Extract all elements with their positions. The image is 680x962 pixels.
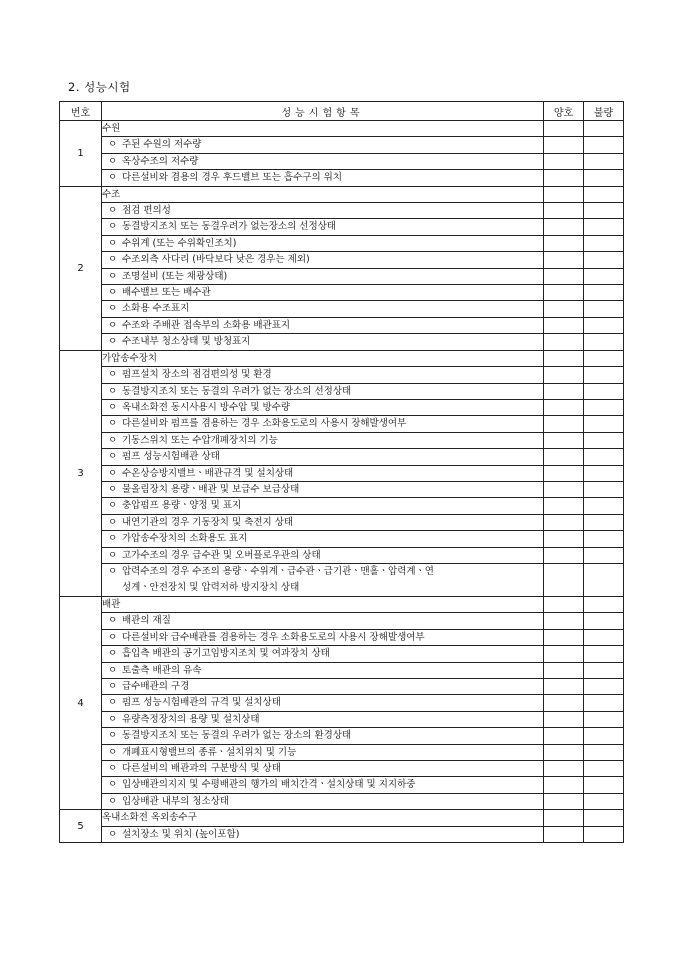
check-cell-good[interactable] (544, 334, 584, 350)
check-cell-good[interactable] (544, 170, 584, 186)
checklist-row (60, 399, 624, 415)
checklist-item-text: 수조와 주배관 접속부의 소화용 배관표지 (122, 319, 291, 331)
check-cell-good[interactable] (544, 481, 584, 497)
checklist-item (102, 465, 544, 481)
checklist-row (60, 481, 624, 497)
check-cell-bad[interactable] (584, 646, 624, 662)
checklist-row (60, 679, 624, 695)
check-cell-good[interactable] (544, 646, 584, 662)
checklist-row (60, 793, 624, 809)
checklist-item (102, 235, 544, 251)
document-title: 2. 성능시험 (68, 80, 131, 94)
check-cell-good[interactable] (544, 432, 584, 448)
check-cell-good[interactable] (544, 121, 584, 137)
check-cell-good[interactable] (544, 449, 584, 465)
checklist-item (102, 383, 544, 399)
check-cell-bad[interactable] (584, 793, 624, 809)
bullet-mark: ㅇ (108, 713, 118, 725)
table-body (60, 121, 624, 843)
checklist-item-text: 설치장소 및 위치 (높이포함) (122, 828, 240, 840)
section-heading: 수원 (102, 121, 544, 137)
checklist-item (102, 761, 544, 777)
checklist-item (102, 793, 544, 809)
checklist-row (60, 761, 624, 777)
check-cell-bad[interactable] (584, 728, 624, 744)
checklist-item (102, 646, 544, 662)
bullet-mark: ㅇ (108, 451, 118, 463)
check-cell-bad[interactable] (584, 547, 624, 563)
check-cell-bad[interactable] (584, 203, 624, 219)
check-cell-good[interactable] (544, 777, 584, 793)
check-cell-good[interactable] (544, 268, 584, 284)
check-cell-bad[interactable] (584, 761, 624, 777)
check-cell-good[interactable] (544, 219, 584, 235)
check-cell-good[interactable] (544, 285, 584, 301)
check-cell-good[interactable] (544, 186, 584, 202)
check-cell-bad[interactable] (584, 810, 624, 826)
check-cell-bad[interactable] (584, 662, 624, 678)
bullet-mark: ㅇ (108, 467, 118, 479)
bullet-mark: ㅇ (108, 303, 118, 315)
checklist-item (102, 563, 544, 596)
checklist-row (60, 285, 624, 301)
checklist-item (102, 449, 544, 465)
checklist-item (102, 252, 544, 268)
check-cell-bad[interactable] (584, 531, 624, 547)
wrapped-line-1 (108, 564, 543, 580)
checklist-item (102, 170, 544, 186)
checklist-item-text: 충압펌프 용량ㆍ양정 및 표지 (122, 500, 242, 512)
checklist-item (102, 285, 544, 301)
check-cell-good[interactable] (544, 514, 584, 530)
checklist-item-text: 개폐표시형밸브의 종류ㆍ설치위치 및 기능 (122, 746, 297, 758)
check-cell-good[interactable] (544, 679, 584, 695)
header-good: 양호 (544, 102, 584, 121)
section-heading-row (60, 596, 624, 612)
bullet-mark: ㅇ (108, 779, 118, 791)
checklist-item (102, 367, 544, 383)
bullet-mark: ㅇ (108, 205, 118, 217)
checklist-item (102, 662, 544, 678)
check-cell-bad[interactable] (584, 711, 624, 727)
section-heading: 옥내소화전 옥외송수구 (102, 810, 544, 826)
check-cell-bad[interactable] (584, 153, 624, 169)
check-cell-bad[interactable] (584, 285, 624, 301)
checklist-item-text: 입상배관의지지 및 수평배관의 행가의 배치간격ㆍ설치상태 및 지지하중 (122, 779, 416, 791)
checklist-item-text: 소화용 수조표지 (122, 303, 190, 315)
checklist-row (60, 662, 624, 678)
check-cell-good[interactable] (544, 613, 584, 629)
check-cell-bad[interactable] (584, 465, 624, 481)
header-item: 성능시험항목 (102, 102, 544, 121)
section-number: 2 (60, 186, 102, 350)
check-cell-good[interactable] (544, 810, 584, 826)
checklist-row (60, 531, 624, 547)
checklist-row (60, 711, 624, 727)
check-cell-bad[interactable] (584, 826, 624, 842)
section-heading-row (60, 186, 624, 202)
check-cell-good[interactable] (544, 728, 584, 744)
checklist-row (60, 268, 624, 284)
checklist-row (60, 449, 624, 465)
check-cell-bad[interactable] (584, 481, 624, 497)
check-cell-good[interactable] (544, 711, 584, 727)
check-cell-good[interactable] (544, 465, 584, 481)
checklist-row (60, 728, 624, 744)
checklist-item (102, 777, 544, 793)
checklist-item-text: 다른설비와 급수배관를 겸용하는 경우 소화용도로의 사용시 장해발생여부 (122, 631, 425, 643)
check-cell-good[interactable] (544, 367, 584, 383)
checklist-item (102, 268, 544, 284)
check-cell-bad[interactable] (584, 317, 624, 333)
check-cell-bad[interactable] (584, 695, 624, 711)
bullet-mark: ㅇ (108, 155, 118, 167)
checklist-item-text: 수조외측 사다리 (바닥보다 낮은 경우는 제외) (122, 254, 310, 266)
bullet-mark: ㅇ (108, 828, 118, 840)
bullet-mark: ㅇ (108, 500, 118, 512)
checklist-row (60, 334, 624, 350)
check-cell-good[interactable] (544, 596, 584, 612)
check-cell-good[interactable] (544, 153, 584, 169)
checklist-item-text: 수조내부 청소상태 및 방청표지 (122, 336, 251, 348)
checklist-item-text: 수위계 (또는 수위확인조치) (122, 237, 237, 249)
bullet-mark: ㅇ (108, 795, 118, 807)
bullet-mark: ㅇ (108, 631, 118, 643)
checklist-item (102, 334, 544, 350)
check-cell-bad[interactable] (584, 350, 624, 366)
checklist-row (60, 137, 624, 153)
section-number: 5 (60, 810, 102, 843)
check-cell-good[interactable] (544, 563, 584, 596)
bullet-mark: ㅇ (108, 270, 118, 282)
checklist-item (102, 744, 544, 760)
checklist-item (102, 153, 544, 169)
checklist-item-text: 점검 편의성 (122, 205, 171, 217)
checklist-row (60, 203, 624, 219)
check-cell-good[interactable] (544, 662, 584, 678)
checklist-row (60, 629, 624, 645)
checklist-item-text: 압력수조의 경우 수조의 용량ㆍ수위계ㆍ급수관ㆍ급기관ㆍ맨홀ㆍ압력계ㆍ연 (122, 565, 434, 577)
checklist-item (102, 432, 544, 448)
checklist-item-text: 옥상수조의 저수량 (122, 155, 199, 167)
checklist-row (60, 317, 624, 333)
bullet-mark: ㅇ (108, 139, 118, 151)
check-cell-good[interactable] (544, 416, 584, 432)
check-cell-good[interactable] (544, 531, 584, 547)
bullet-mark: ㅇ (108, 664, 118, 676)
checklist-row (60, 498, 624, 514)
bullet-mark: ㅇ (108, 385, 118, 397)
check-cell-bad[interactable] (584, 613, 624, 629)
checklist-item-text: 배수밸브 또는 배수관 (122, 287, 211, 299)
bullet-mark: ㅇ (108, 615, 118, 627)
check-cell-good[interactable] (544, 301, 584, 317)
checklist-item-text: 다른설비와 펌프를 겸용하는 경우 소화용도로의 사용시 장해발생여부 (122, 418, 407, 430)
checklist-item (102, 728, 544, 744)
check-cell-bad[interactable] (584, 235, 624, 251)
check-cell-good[interactable] (544, 744, 584, 760)
checklist-item-text: 조명설비 (또는 채광상태) (122, 270, 228, 282)
checklist-item (102, 695, 544, 711)
check-cell-good[interactable] (544, 203, 584, 219)
checklist-row (60, 383, 624, 399)
checklist-item (102, 137, 544, 153)
check-cell-bad[interactable] (584, 170, 624, 186)
bullet-mark: ㅇ (108, 237, 118, 249)
check-cell-bad[interactable] (584, 679, 624, 695)
checklist-item-text: 펌프 성능시험배관의 규격 및 설치상태 (122, 697, 281, 709)
section-heading: 가압송수장치 (102, 350, 544, 366)
check-cell-good[interactable] (544, 350, 584, 366)
checklist-row (60, 170, 624, 186)
checklist-item-text: 물올림장치 용량ㆍ배관 및 보급수 보급상태 (122, 483, 300, 495)
check-cell-bad[interactable] (584, 449, 624, 465)
check-cell-bad[interactable] (584, 137, 624, 153)
checklist-item (102, 416, 544, 432)
header-number: 번호 (60, 102, 102, 121)
checklist-row (60, 252, 624, 268)
check-cell-bad[interactable] (584, 334, 624, 350)
checklist-row (60, 547, 624, 563)
checklist-item-text: 토출측 배관의 유속 (122, 664, 202, 676)
checklist-row (60, 465, 624, 481)
bullet-mark: ㅇ (108, 221, 118, 233)
bullet-mark: ㅇ (108, 746, 118, 758)
checklist-item-text: 유량측정장치의 용량 및 설치상태 (122, 713, 260, 725)
checklist-row (60, 826, 624, 842)
check-cell-good[interactable] (544, 252, 584, 268)
check-cell-bad[interactable] (584, 252, 624, 268)
checklist-item (102, 679, 544, 695)
checklist-item (102, 498, 544, 514)
check-cell-good[interactable] (544, 629, 584, 645)
section-number: 3 (60, 350, 102, 596)
section-number: 1 (60, 121, 102, 187)
checklist-item-text: 다른설비의 배관과의 구분방식 및 상태 (122, 763, 281, 775)
checklist-row (60, 514, 624, 530)
section-number: 4 (60, 596, 102, 809)
checklist-row (60, 301, 624, 317)
checklist-row (60, 695, 624, 711)
checklist-row (60, 367, 624, 383)
section-heading-row (60, 350, 624, 366)
checklist-item (102, 711, 544, 727)
checklist-item-text: 동결방지조치 또는 동결의 우려가 없는 장소의 선정상태 (122, 385, 352, 397)
checklist-item (102, 203, 544, 219)
bullet-mark: ㅇ (108, 336, 118, 348)
bullet-mark: ㅇ (108, 648, 118, 660)
check-cell-bad[interactable] (584, 121, 624, 137)
checklist-row (60, 235, 624, 251)
checklist-item-text: 고가수조의 경우 급수관 및 오버플로우관의 상태 (122, 549, 321, 561)
checklist-item (102, 613, 544, 629)
checklist-item (102, 826, 544, 842)
check-cell-bad[interactable] (584, 744, 624, 760)
check-cell-good[interactable] (544, 547, 584, 563)
check-cell-bad[interactable] (584, 777, 624, 793)
check-cell-bad[interactable] (584, 514, 624, 530)
bullet-mark: ㅇ (108, 697, 118, 709)
checklist-item (102, 531, 544, 547)
checklist-item (102, 301, 544, 317)
check-cell-bad[interactable] (584, 186, 624, 202)
inspection-table (59, 101, 624, 843)
check-cell-bad[interactable] (584, 629, 624, 645)
checklist-item (102, 629, 544, 645)
checklist-item-text: 흡입측 배관의 공기고임방지조치 및 여과장치 상태 (122, 648, 330, 660)
checklist-row (60, 744, 624, 760)
checklist-item-text: 펌프설치 장소의 점검편의성 및 환경 (122, 369, 272, 381)
check-cell-bad[interactable] (584, 268, 624, 284)
bullet-mark: ㅇ (108, 730, 118, 742)
checklist-row (60, 153, 624, 169)
wrapped-line-2: 성계ㆍ안전장치 및 압력저하 방지장치 상태 (122, 581, 300, 593)
check-cell-bad[interactable] (584, 596, 624, 612)
checklist-item (102, 219, 544, 235)
checklist-item-text: 옥내소화전 동시사용시 방수압 및 방수량 (122, 401, 291, 413)
checklist-item-text: 주된 수원의 저수량 (122, 139, 202, 151)
checklist-item (102, 547, 544, 563)
checklist-item-text: 배관의 재질 (122, 615, 171, 627)
bullet-mark: ㅇ (108, 172, 118, 184)
check-cell-good[interactable] (544, 793, 584, 809)
checklist-item (102, 514, 544, 530)
checklist-row (60, 416, 624, 432)
check-cell-good[interactable] (544, 826, 584, 842)
check-cell-bad[interactable] (584, 432, 624, 448)
section-heading: 배관 (102, 596, 544, 612)
check-cell-good[interactable] (544, 498, 584, 514)
bullet-mark: ㅇ (108, 516, 118, 528)
check-cell-bad[interactable] (584, 301, 624, 317)
bullet-mark: ㅇ (108, 254, 118, 266)
bullet-mark: ㅇ (108, 401, 118, 413)
checklist-item-text: 펌프 성능시험배관 상태 (122, 451, 220, 463)
bullet-mark: ㅇ (108, 681, 118, 692)
checklist-row (60, 613, 624, 629)
bullet-mark: ㅇ (108, 483, 118, 495)
check-cell-good[interactable] (544, 399, 584, 415)
section-heading-row (60, 810, 624, 826)
checklist-item-text: 급수배관의 구경 (122, 681, 190, 692)
bullet-mark: ㅇ (108, 763, 118, 775)
header-bad: 불량 (584, 102, 624, 121)
checklist-item-text: 내연기관의 경우 기동장치 및 축전지 상태 (122, 516, 294, 528)
checklist-row (60, 777, 624, 793)
bullet-mark: ㅇ (108, 418, 118, 430)
section-heading: 수조 (102, 186, 544, 202)
check-cell-good[interactable] (544, 383, 584, 399)
check-cell-bad[interactable] (584, 563, 624, 596)
check-cell-good[interactable] (544, 137, 584, 153)
checklist-item (102, 399, 544, 415)
bullet-mark: ㅇ (108, 533, 118, 545)
check-cell-good[interactable] (544, 695, 584, 711)
bullet-mark: ㅇ (108, 549, 118, 561)
checklist-row (60, 219, 624, 235)
check-cell-bad[interactable] (584, 498, 624, 514)
checklist-item-text: 다른설비와 겸용의 경우 후드밸브 또는 흡수구의 위치 (122, 172, 343, 184)
check-cell-bad[interactable] (584, 383, 624, 399)
checklist-item (102, 481, 544, 497)
section-heading-row (60, 121, 624, 137)
bullet-mark: ㅇ (108, 287, 118, 299)
bullet-mark: ㅇ (108, 565, 118, 577)
checklist-row (60, 646, 624, 662)
checklist-item-text: 입상배관 내부의 청소상태 (122, 795, 229, 807)
checklist-item-text: 가압송수장치의 소화용도 표지 (122, 533, 248, 545)
check-cell-bad[interactable] (584, 399, 624, 415)
checklist-row (60, 432, 624, 448)
checklist-item-text: 수온상승방지밸브ㆍ배관규격 및 설치상태 (122, 467, 294, 479)
check-cell-good[interactable] (544, 317, 584, 333)
bullet-mark: ㅇ (108, 434, 118, 446)
check-cell-bad[interactable] (584, 367, 624, 383)
checklist-item-text: 기동스위치 또는 수압개폐장치의 기능 (122, 434, 278, 446)
check-cell-bad[interactable] (584, 416, 624, 432)
checklist-item-text: 동결방지조치 또는 동결우려가 없는장소의 선정상태 (122, 221, 336, 233)
check-cell-bad[interactable] (584, 219, 624, 235)
header-row (60, 102, 624, 121)
checklist-item-text: 동결방지조치 또는 동결의 우려가 없는 장소의 환경상태 (122, 730, 352, 742)
checklist-row (60, 563, 624, 596)
check-cell-good[interactable] (544, 761, 584, 777)
checklist-item (102, 317, 544, 333)
check-cell-good[interactable] (544, 235, 584, 251)
bullet-mark: ㅇ (108, 369, 118, 381)
bullet-mark: ㅇ (108, 319, 118, 331)
